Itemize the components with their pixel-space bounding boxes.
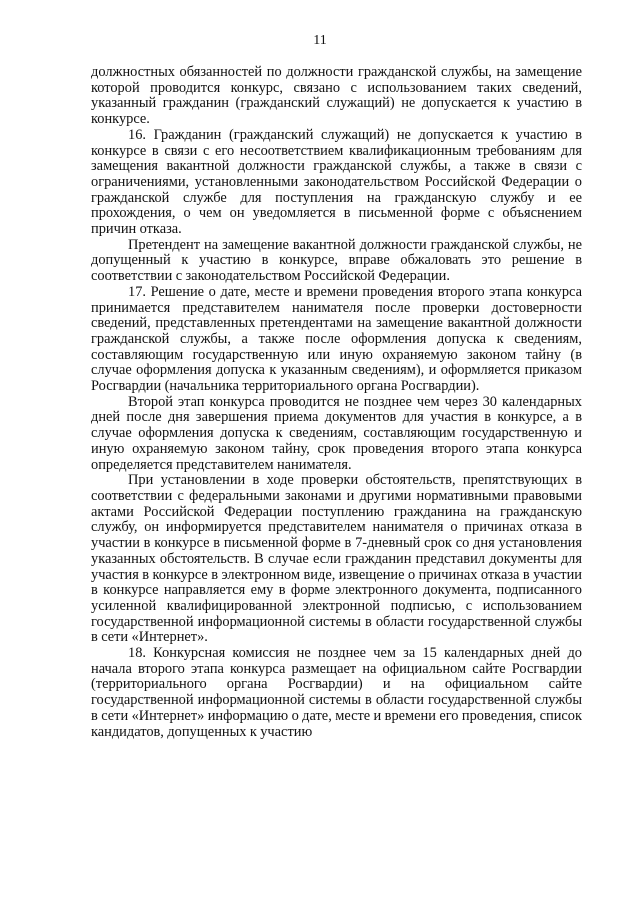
- paragraph-refusal-notice: При установлении в ходе проверки обстоятельств, препятствующих в соответствии с федеральными законами и другими нормативными правовыми актами Российской Федерации поступлению гражданина на гражданскую службу, он информируется представителем нанимателя о причинах отказа в участии в конкурсе в письменной форме в 7-дневный срок со дня установления указанных обстоятельств. В случае если гражданин представил документы для участия в конкурсе в электронном виде, извещение о причинах отказа в участии в конкурсе направляется ему в форме электронного документа, подписанного усиленной квалифицированной электронной подписью, с использованием государственной информационной системы в области государственной службы в сети «Интернет».: [91, 472, 582, 646]
- paragraph-item-16: 16. Гражданин (гражданский служащий) не допускается к участию в конкурсе в связи с его несоответствием квалификационным требованиям для замещения вакантной должности гражданской службы, а также в связи с ограничениями, установленными законодательством Российской Федерации о гражданской службе для поступления на гражданскую службу и ее прохождения, о чем он уведомляется в письменной форме с объяснением причин отказа.: [91, 126, 582, 238]
- paragraph-continuation: должностных обязанностей по должности гражданской службы, на замещение которой проводится конкурс, связано с использованием таких сведений, указанный гражданин (гражданский служащий) не допускается к участию в конкурсе.: [91, 64, 582, 128]
- paragraph-second-stage: Второй этап конкурса проводится не позднее чем через 30 календарных дней после дня завершения приема документов для участия в конкурсе, а в случае оформления допуска к сведениям, составляющим государственную и иную охраняемую законом тайну, срок проведения второго этапа конкурса определяется представителем нанимателя.: [91, 393, 582, 473]
- paragraph-item-18: 18. Конкурсная комиссия не позднее чем за 15 календарных дней до начала второго этапа конкурса размещает на официальном сайте Росгвардии (территориального органа Росгвардии) и на официальном сайте государственной информационной системы в области государственной службы в сети «Интернет» информацию о дате, месте и времени его проведения, список кандидатов, допущенных к участию: [91, 645, 582, 740]
- document-body: [91, 65, 582, 740]
- page-number: 11: [313, 33, 327, 48]
- paragraph-appeal: Претендент на замещение вакантной должности гражданской службы, не допущенный к участию в конкурсе, вправе обжаловать это решение в соответствии с законодательством Российской Федерации.: [91, 236, 582, 285]
- paragraph-item-17: 17. Решение о дате, месте и времени проведения второго этапа конкурса принимается представителем нанимателя после проверки достоверности сведений, представленных претендентами на замещение вакантной должности гражданской службы, а также после оформления допуска к сведениям, составляющим государственную или иную охраняемую законом тайну (в случае оформления допуска к указанным сведениям), и оформляется приказом Росгвардии (начальника территориального органа Росгвардии).: [91, 283, 582, 395]
